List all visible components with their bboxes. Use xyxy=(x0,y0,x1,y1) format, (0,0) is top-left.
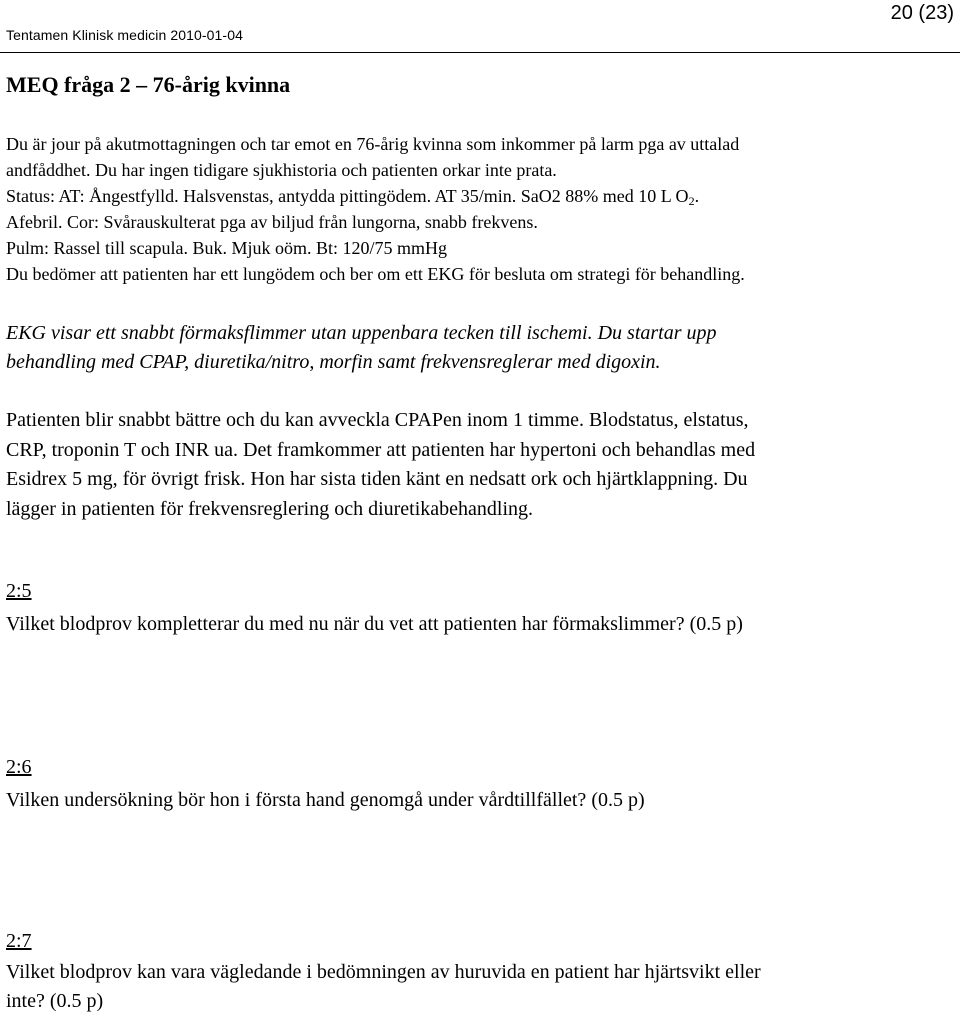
oxygen-subscript: 2 xyxy=(688,194,695,208)
question-2-5 xyxy=(6,610,956,639)
question-text: Vilken undersökning bör hon i första hand genomgå under vårdtillfället? (0.5 p) xyxy=(6,789,645,811)
question-2-7 xyxy=(6,958,956,1016)
question-text: Vilket blodprov kompletterar du med nu när du vet att patienten har förmakslimmer? (0.5 p) xyxy=(6,613,743,635)
case-line: andfåddhet. Du har ingen tidigare sjukhistoria och patienten orkar inte prata. xyxy=(6,160,557,180)
progress-line: lägger in patienten för frekvensreglering och diuretikabehandling. xyxy=(6,497,534,520)
page-header xyxy=(0,0,960,60)
status-text: Status: AT: Ångestfylld. Halsvenstas, antydda pittingödem. AT 35/min. SaO2 88% med 10 L O xyxy=(6,186,689,206)
question-2-6 xyxy=(6,786,956,815)
case-line: Afebril. Cor: Svårauskulterat pga av biljud från lungorna, snabb frekvens. xyxy=(6,212,538,232)
progress-line: CRP, troponin T och INR ua. Det framkommer att patienten har hypertoni och behandlas med xyxy=(6,438,756,461)
ekg-line: behandling med CPAP, diuretika/nitro, morfin samt frekvensreglerar med digoxin. xyxy=(6,351,661,373)
progress-line: Patienten blir snabbt bättre och du kan avveckla CPAPen inom 1 timme. Blodstatus, elstatus, xyxy=(6,409,749,431)
question-text: inte? (0.5 p) xyxy=(6,990,104,1012)
header-divider xyxy=(0,52,960,53)
question-number-2-5: 2:5 xyxy=(6,580,32,602)
ekg-paragraph xyxy=(6,319,956,377)
progress-paragraph xyxy=(6,406,956,524)
ekg-line: EKG visar ett snabbt förmaksflimmer utan uppenbara tecken till ischemi. Du startar upp xyxy=(6,322,717,344)
question-text: Vilket blodprov kan vara vägledande i bedömningen av huruvida en patient har hjärtsvikt eller xyxy=(6,961,761,983)
progress-line: Esidrex 5 mg, för övrigt frisk. Hon har sista tiden känt en nedsatt ork och hjärtklappning. Du xyxy=(6,468,748,490)
case-line: Du bedömer att patienten har ett lungödem och ber om ett EKG för besluta om strategi för behandling. xyxy=(6,264,745,284)
case-line: Du är jour på akutmottagningen och tar emot en 76-årig kvinna som inkommer på larm pga av uttalad xyxy=(6,134,740,154)
exam-header-title: Tentamen Klinisk medicin 2010-01-04 xyxy=(6,27,243,43)
status-text-end: . xyxy=(694,186,700,206)
case-line: Pulm: Rassel till scapula. Buk. Mjuk oöm. Bt: 120/75 mmHg xyxy=(6,238,448,258)
question-title: MEQ fråga 2 – 76-årig kvinna xyxy=(6,72,291,97)
case-line-status xyxy=(6,183,956,209)
question-number-2-6: 2:6 xyxy=(6,756,32,778)
question-number-2-7: 2:7 xyxy=(6,930,32,952)
case-description xyxy=(6,131,956,287)
page-number: 20 (23) xyxy=(890,2,954,24)
